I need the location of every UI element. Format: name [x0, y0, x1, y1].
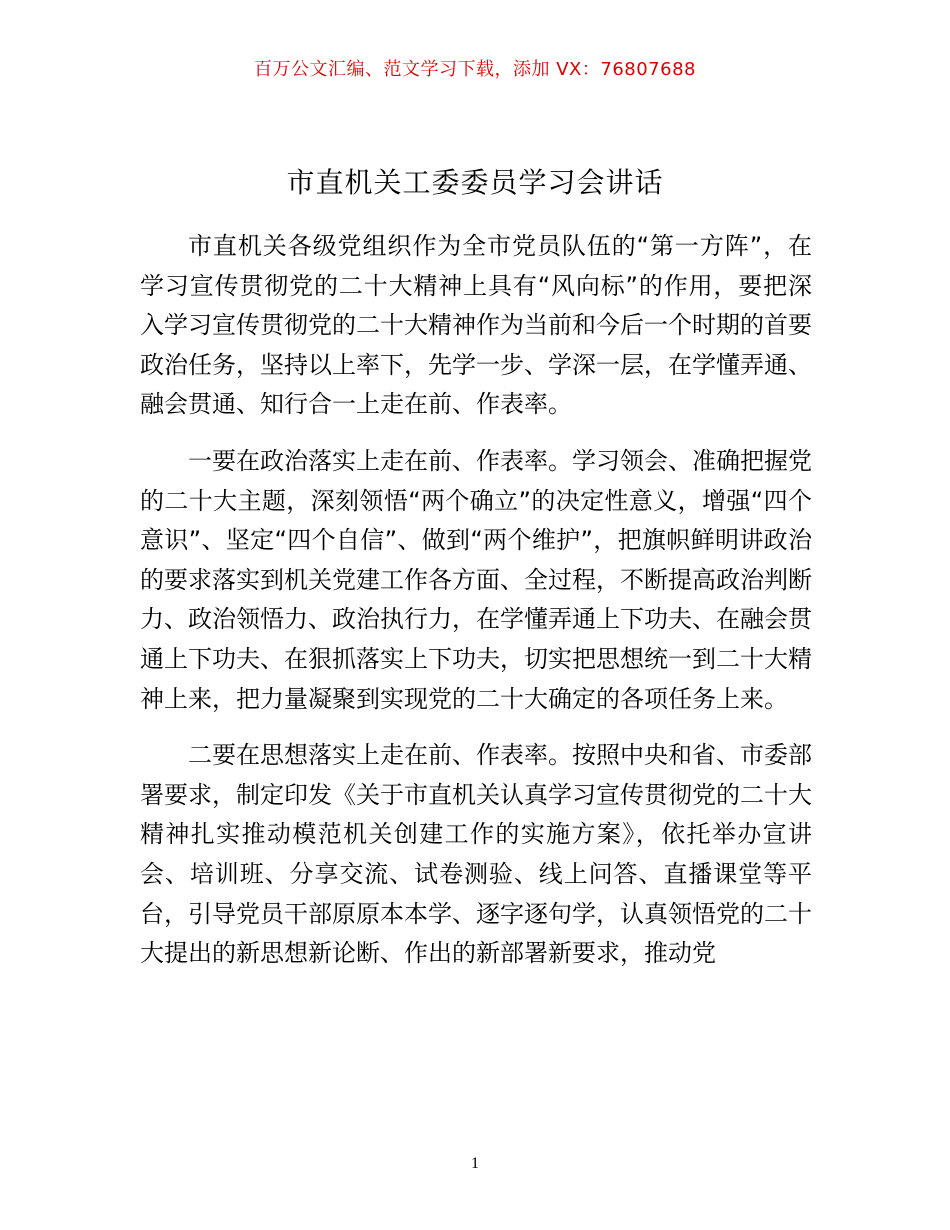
- header-banner: 百万公文汇编、范文学习下载，添加 VX：76807688: [254, 59, 696, 80]
- document-title: 市直机关工委委员学习会讲话: [286, 166, 664, 199]
- document-body: [140, 227, 812, 974]
- page-number: 1: [471, 1155, 479, 1172]
- paragraph-ideological: 二要在思想落实上走在前、作表率。按照中央和省、市委部署要求，制定印发《关于市直机关认真学习宣传贯彻党的二十大精神扎实推动模范机关创建工作的实施方案》，依托举办宣讲会、培训班、分享交流、试卷测验、线上问答、直播课堂等平台，引导党员干部原原本本学、逐字逐句学，认真领悟党的二十大提出的新思想新论断、作出的新部署新要求，推动党: [140, 741, 812, 968]
- paragraph-political: 一要在政治落实上走在前、作表率。学习领会、准确把握党的二十大主题，深刻领悟“两个确立”的决定性意义，增强“四个意识”、坚定“四个自信”、做到“两个维护”，把旗帜鲜明讲政治的要求落实到机关党建工作各方面、全过程，不断提高政治判断力、政治领悟力、政治执行力，在学懂弄通上下功夫、在融会贯通上下功夫、在狠抓落实上下功夫，切实把思想统一到二十大精神上来，把力量凝聚到实现党的二十大确定的各项任务上来。: [140, 446, 812, 713]
- paragraph-intro: 市直机关各级党组织作为全市党员队伍的“第一方阵”，在学习宣传贯彻党的二十大精神上具有“风向标”的作用，要把深入学习宣传贯彻党的二十大精神作为当前和今后一个时期的首要政治任务，坚持以上率下，先学一步、学深一层，在学懂弄通、融会贯通、知行合一上走在前、作表率。: [140, 232, 812, 419]
